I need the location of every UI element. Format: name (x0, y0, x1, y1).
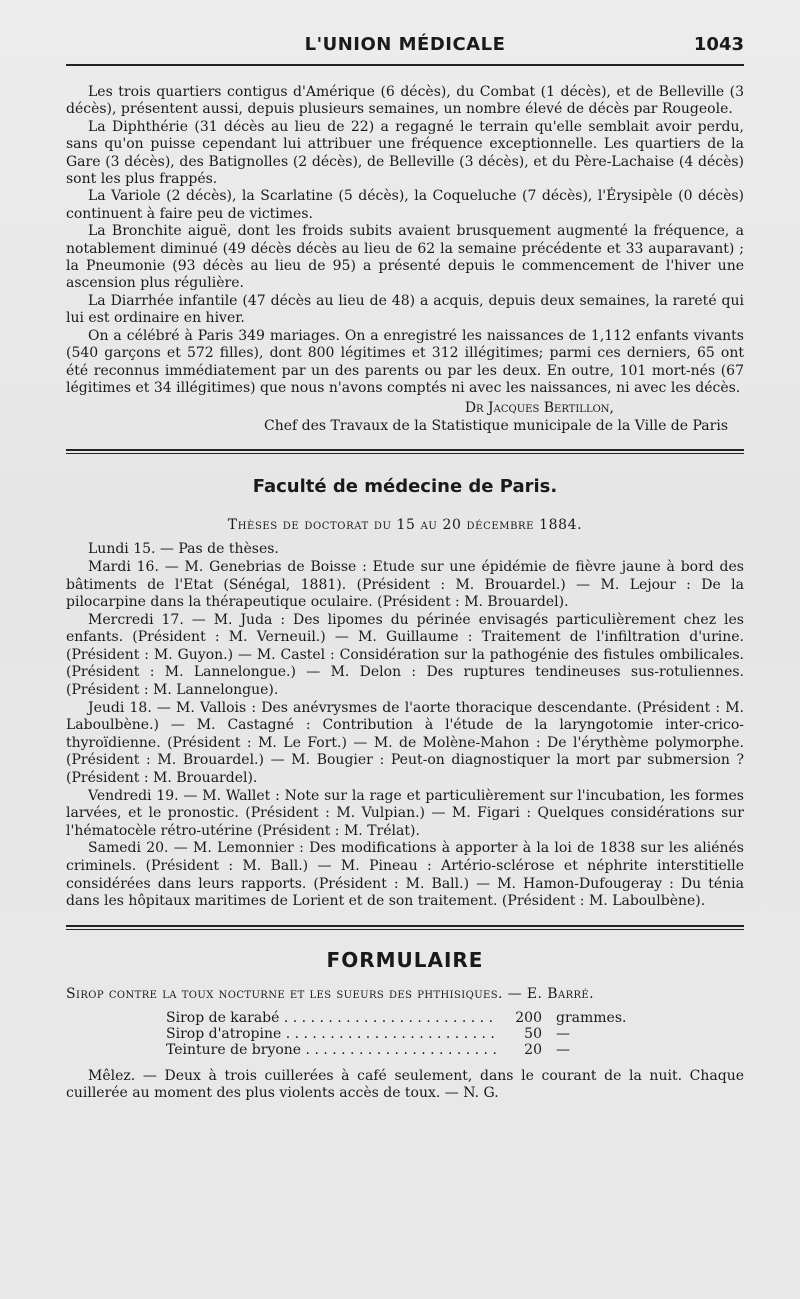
ingredient-quantity: 50 (524, 1025, 542, 1042)
schedule-entry: Lundi 15. — Pas de thèses. (88, 541, 279, 558)
paragraph: La Bronchite aiguë, dont les froids subits avaient brusquement augmenté la fréquence, a notablement diminué (49 décès décès au lieu de 62 la semaine précédente et 33 auparavant) ; la Pneumonie (93 décès au lieu de 95) a présenté depuis le commencement de l'hiver une ascension plus régulière. (66, 223, 744, 292)
theses-schedule (66, 541, 744, 910)
schedule-entry: Jeudi 18. — M. Vallois : Des anévrysmes de l'aorte thoracique descendante. (Président : M. Laboulbène.) — M. Castagné : Contribution à l'étude de la laryngotomie inter-crico-thyroïdienne. (Président : M. Le Fort.) — M. de Molène-Mahon : De l'érythème polymorphe. (Président : M. Brouardel.) — M. Bougier : Peut-on diagnostiquer la mort par submersion ? (Président : M. Brouardel). (66, 699, 744, 787)
paragraph: La Variole (2 décès), la Scarlatine (5 décès), la Coqueluche (7 décès), l'Érysipèle (0 décès) continuent à faire peu de victimes. (66, 188, 744, 222)
schedule-entry: Samedi 20. — M. Lemonnier : Des modifications à apporter à la loi de 1838 sur les aliénés criminels. (Président : M. Ball.) — M. Pineau : Artério-sclérose et néphrite interstitielle considérées dans leurs rapports. (Président : M. Ball.) — M. Hamon-Dufougeray : Du ténia dans les hôpitaux maritimes de Lorient et de son traitement. (Président : M. Laboulbène). (66, 840, 744, 910)
signature-block (66, 399, 744, 435)
schedule-entry: Mercredi 17. — M. Juda : Des lipomes du périnée envisagés particulièrement chez les enfants. (Président : M. Verneuil.) — M. Guillaume : Traitement de l'infiltration d'urine. (Président : M. Guyon.) — M. Castel : Considération sur la pathogénie des fistules ombilicales. (Président : M. Lannelongue.) — M. Delon : Des ruptures tendineuses sus-rotuliennes. (Président : M. Lannelongue). (66, 611, 744, 699)
recipe-instructions: Mêlez. — Deux à trois cuillerées à café seulement, dans le courant de la nuit. Chaque cuillerée au moment des plus violents accès de toux. — N. G. (66, 1067, 744, 1101)
header-rule (66, 64, 744, 66)
ingredient-unit: — (556, 1025, 570, 1042)
page-number: 1043 (693, 34, 744, 55)
signature-name: Dr Jacques Bertillon, (464, 400, 614, 417)
signature-role: Chef des Travaux de la Statistique municipale de la Ville de Paris (264, 418, 728, 435)
mortality-report (66, 84, 744, 397)
theses-subtitle: Thèses de doctorat du 15 au 20 décembre 1884. (227, 517, 583, 534)
page-header (66, 0, 744, 62)
section-divider (66, 925, 744, 930)
paragraph: La Diarrhée infantile (47 décès au lieu de 48) a acquis, depuis deux semaines, la rareté qui lui est ordinaire en hiver. (66, 292, 744, 327)
faculte-title: Faculté de médecine de Paris. (252, 476, 558, 498)
ingredient-row (166, 1042, 636, 1058)
ingredient-quantity: 200 (515, 1009, 542, 1026)
ingredient-row (166, 1026, 636, 1042)
ingredient-row (166, 1010, 636, 1026)
section-divider (66, 449, 744, 454)
ingredient-name: Sirop de karabé . . . (166, 1010, 498, 1026)
recipe-title: Sirop contre la toux nocturne et les sueurs des phthisiques. — E. Barré. (66, 985, 594, 1002)
paragraph: Les trois quartiers contigus d'Amérique (6 décès), du Combat (1 décès), et de Belleville (3 décès), présentent aussi, depuis plusieurs semaines, un nombre élevé de décès par Rougeole. (66, 84, 744, 118)
running-title: L'UNION MÉDICALE (304, 34, 506, 55)
paragraph: La Diphthérie (31 décès au lieu de 22) a regagné le terrain qu'elle semblait avoir perdu, sans qu'on puisse cependant lui attribuer une fréquence exceptionnelle. Les quartiers de la Gare (3 décès), des Batignolles (2 décès), de Belleville (3 décès), et du Père-Lachaise (4 décès) sont les plus frappés. (66, 118, 744, 188)
ingredient-name: Sirop d'atropine . . . (166, 1026, 498, 1042)
schedule-entry: Vendredi 19. — M. Wallet : Note sur la rage et particulièrement sur l'incubation, les formes larvées, et le pronostic. (Président : M. Vulpian.) — M. Figari : Quelques considérations sur l'hématocèle rétro-utérine (Président : M. Trélat). (66, 787, 744, 839)
ingredient-unit: — (556, 1041, 570, 1058)
ingredient-unit: grammes. (556, 1009, 627, 1026)
formulaire-title: FORMULAIRE (326, 947, 484, 972)
ingredient-name: Teinture de bryone . . . (166, 1042, 498, 1058)
schedule-entry: Mardi 16. — M. Genebrias de Boisse : Etude sur une épidémie de fièvre jaune à bord des bâtiments de l'Etat (Sénégal, 1881). (Président : M. Brouardel.) — M. Lejour : De la pilocarpine dans la thérapeutique oculaire. (Président : M. Brouardel). (66, 558, 744, 611)
paragraph: On a célébré à Paris 349 mariages. On a enregistré les naissances de 1,112 enfants vivants (540 garçons et 572 filles), dont 800 légitimes et 312 illégitimes; parmi ces derniers, 65 ont été reconnus immédiatement par un des parents ou par les deux. En outre, 101 mort-nés (67 légitimes et 34 illégitimes) que nous n'avons comptés ni avec les naissances, ni avec les décès. (66, 327, 744, 396)
ingredient-quantity: 20 (524, 1041, 542, 1058)
ingredient-list (166, 1010, 636, 1058)
